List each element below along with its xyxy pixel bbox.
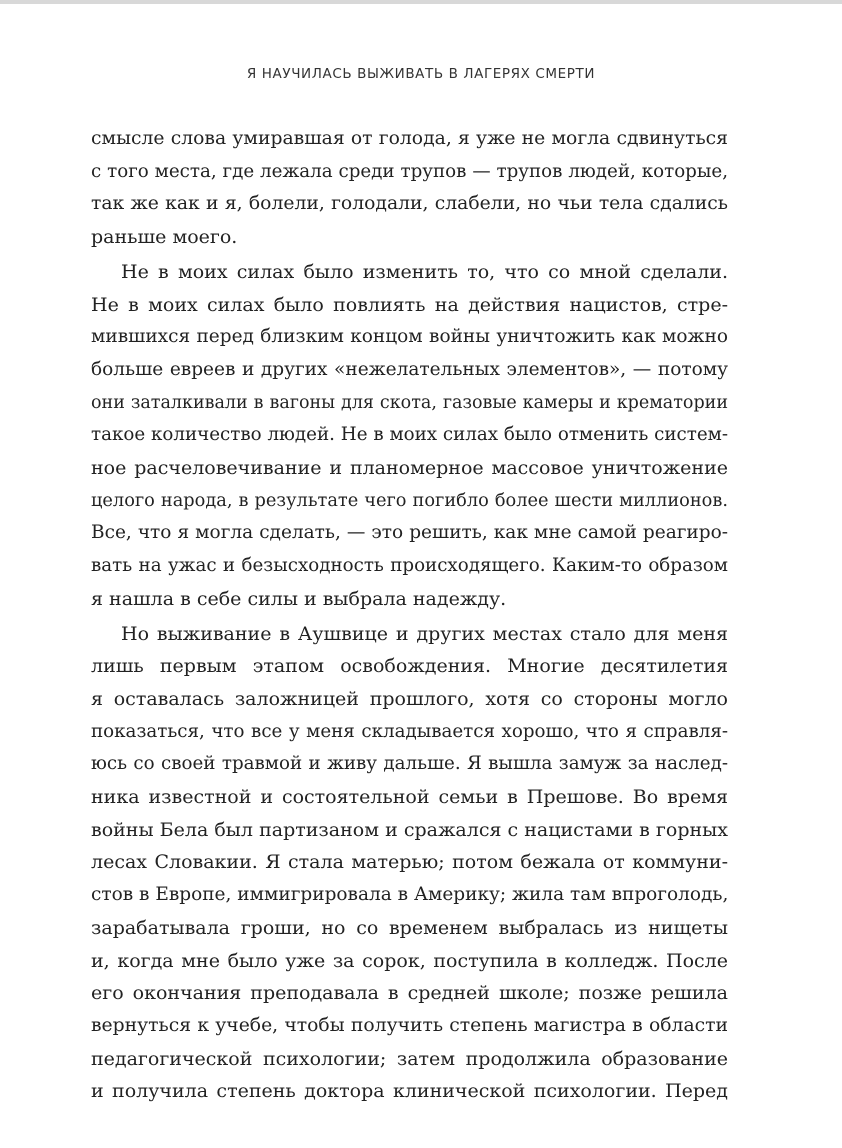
text-line: стов в Европе, иммигрировала в Америку; жила там впроголодь, [91,884,729,906]
text-line: раньше моего. [91,226,238,249]
page-body [91,123,728,1110]
page-top-edge [0,0,842,4]
text-line: педагогической психологии; затем продолжила образование [91,1047,728,1070]
text-line: такое количество людей. Не в моих силах было отменить систем- [91,424,728,446]
text-line: лишь первым этапом освобождения. Многие десятилетия [91,655,728,678]
text-line: его окончания преподавала в средней школе; позже решила [91,982,728,1005]
text-line: Не в моих силах было повлиять на действия нацистов, стре- [91,293,728,316]
text-line: я нашла в себе силы и выбрала надежду. [91,587,507,610]
text-line: так же как и я, болели, голодали, слабели, но чьи тела сдались [91,193,728,215]
text-line: Все, что я могла сделать, — это решить, как мне самой реагиро- [91,522,728,544]
text-line: больше евреев и других «нежелательных элементов», — потому [91,358,728,380]
paragraph-3 [91,618,728,1109]
text-line: ника известной и состоятельной семьи в Прешове. Во время [91,786,728,809]
text-line: войны Бела был партизаном и сражался с нацистами в горных [91,818,728,841]
paragraph-1 [91,123,728,254]
text-line: вать на ужас и безысходность происходящего. Каким-то образом [91,555,728,577]
text-line: Не в моих силах было изменить то, что со мной сделали. [121,260,728,283]
text-line: целого народа, в результате чего погибло более шести миллионов. [91,490,728,511]
text-line: с того места, где лежала среди трупов — трупов людей, которые, [91,160,728,182]
text-line: зарабатывала гроши, но со временем выбралась из нищеты [91,916,728,939]
text-line: я оставалась заложницей прошлого, хотя со стороны могло [91,687,728,710]
text-line: смысле слова умиравшая от голода, я уже не могла сдвинуться [91,128,728,149]
text-line: юсь со своей травмой и живу дальше. Я вышла замуж за наслед- [91,753,728,775]
text-line: вернуться к учебе, чтобы получить степень магистра в области [91,1014,728,1036]
text-line: показаться, что все у меня складывается хорошо, что я справля- [91,720,728,742]
text-line: и, когда мне было уже за сорок, поступила в колледж. После [91,949,728,972]
text-line: мившихся перед близким концом войны уничтожить как можно [91,326,728,348]
text-line: они заталкивали в вагоны для скота, газовые камеры и крематории [91,392,728,413]
text-line: ное расчеловечивание и планомерное массовое уничтожение [91,457,728,480]
running-head: Я НАУЧИЛАСЬ ВЫЖИВАТЬ В ЛАГЕРЯХ СМЕРТИ [246,66,596,82]
paragraph-2 [91,256,728,616]
text-line: Но выживание в Аушвице и других местах стало для меня [121,622,728,645]
text-line: и получила степень доктора клинической психологии. Перед [91,1080,728,1103]
text-line: лесах Словакии. Я стала матерью; потом бежала от коммуни- [91,851,728,874]
